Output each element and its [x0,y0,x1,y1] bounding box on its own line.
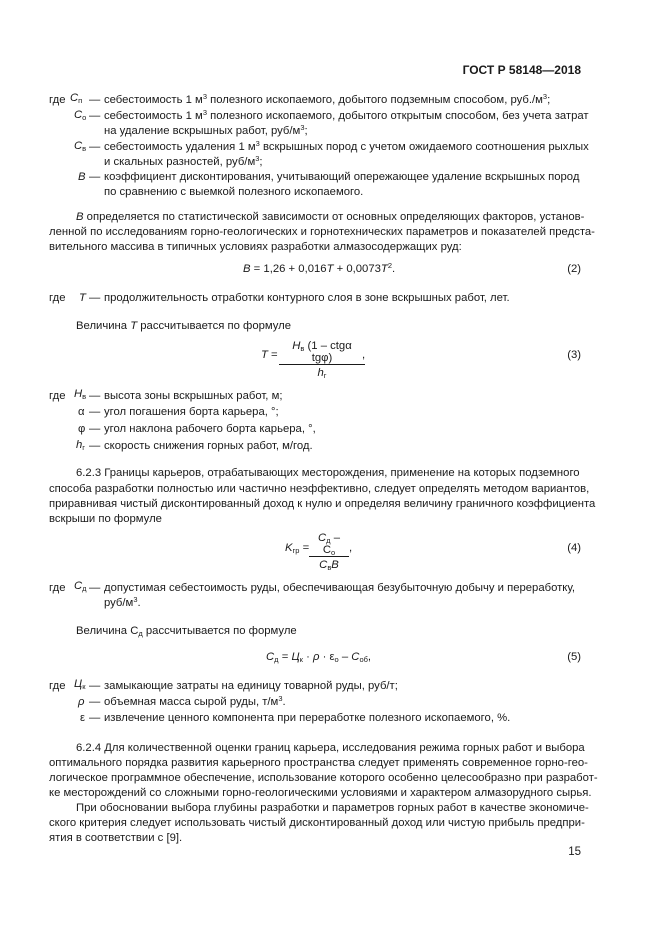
where-label: где [49,390,66,402]
equation-3-lhs: T = [261,349,278,361]
paragraph-624-line3: логическое программное обеспечение, использование которого особенно целесообразно при разработ- [49,772,598,784]
definition-h-v: высота зоны вскрышных работ, м; [104,390,283,402]
dash: — [89,582,101,594]
equation-number-2: (2) [567,263,581,275]
paragraph-b-line2: ленной по исследованиям горно-геологических и горнотехнических параметров и показателей предста- [49,226,595,238]
equation-5: $С_д = Ц_к \cdot \rho \cdot \varepsilon_о - С_{об}$, [266,651,372,664]
paragraph-623-line2: способа разработки полностью или частично неэффективно, следует определять методом вариантов, [49,483,590,495]
dash: — [89,680,101,692]
definition-b-line1: коэффициент дисконтирования, учитывающий опережающее удаление вскрышных пород [104,171,580,183]
equation-4-denominator: $С_вВ$ [319,559,339,572]
paragraph-b-line3: вительного массива в типичных условиях разработки алмазосодержащих руд: [49,241,462,253]
where-label: где [49,680,66,692]
symbol-b: В [78,171,86,183]
paragraph-623-line1: 6.2.3 Границы карьеров, отрабатывающих месторождения, применение на которых подземного [76,467,580,479]
where-label: где [49,94,66,106]
paragraph-624-line1: 6.2.4 Для количественной оценки границ карьера, исследования режима горных работ и выбора [76,742,585,754]
definition-c-d-line2: руб/$м^3$. [104,595,141,609]
symbol-c-v: $С_в$ [74,140,87,153]
equation-number-4: (4) [567,542,581,554]
equation-4-numerator: $С_д - С_о$ [309,532,349,557]
definition-rho: объемная масса сырой руды, $т/м^3$. [104,694,286,708]
equation-4-lhs: $K_{гр}$ = [285,542,310,555]
dash: — [89,423,101,435]
definition-h-g: скорость снижения горных работ, м/год. [104,440,313,452]
symbol-c-p: $С_п$ [70,92,83,105]
symbol-rho: ρ [78,696,85,708]
definition-c-o-line1: себестоимость 1 $м^3$ полезного ископаемого, добытого открытым способом, без учета затрат [104,108,589,122]
definition-c-v-line1: себестоимость удаления 1 $м^3$ вскрышных пород с учетом ожидаемого соотношения рыхлых [104,139,589,153]
dash: — [89,390,101,402]
definition-b-line2: по сравнению с выемкой полезного ископаемого. [104,186,364,198]
symbol-c-o: $С_о$ [74,109,87,122]
document-header-id: ГОСТ Р 58148—2018 [462,63,581,77]
paragraph-last-line2: ского критерия следует использовать чистый дисконтированный доход или чистую прибыль предпри- [49,817,585,829]
symbol-epsilon: ε [80,712,86,724]
symbol-phi: φ [78,423,86,435]
definition-c-d-line1: допустимая себестоимость руды, обеспечивающая безубыточную добычу и переработку, [104,582,576,594]
page-number: 15 [568,846,581,858]
paragraph-last-line3: ятия в соответствии с [9]. [49,832,183,844]
equation-3-tail: , [362,349,366,361]
equation-number-5: (5) [567,651,581,663]
dash: — [89,696,101,708]
definition-c-v-line2: и скальных разностей, руб/$м^3$; [104,154,263,168]
dash: — [89,94,101,106]
definition-t: продолжительность отработки контурного слоя в зоне вскрышных работ, лет. [104,292,510,304]
definition-phi: угол наклона рабочего борта карьера, °, [104,423,316,435]
paragraph-last-line1: При обосновании выбора глубины разработки и параметров горных работ в качестве экономиче- [76,802,589,814]
dash: — [89,440,101,452]
equation-3-fraction [279,340,365,379]
definition-alpha: угол погашения борта карьера, °; [104,406,279,418]
dash: — [89,292,101,304]
dash: — [89,110,101,122]
paragraph-624-line4: ке месторождений со сложными горно-геологическими условиями и характером алмазорудного сырья. [49,787,592,799]
symbol-alpha: α [78,406,85,418]
calc-cd-label: Величина $С_д$ рассчитывается по формуле [76,625,297,638]
symbol-h-v: $H_в$ [74,388,87,401]
calc-t-label: Величина Т рассчитывается по формуле [76,320,292,332]
definition-c-o-line2: на удаление вскрышных работ, руб/$м^3$; [104,123,308,137]
definition-ts-k: замыкающие затраты на единицу товарной руды, руб/т; [104,680,398,692]
dash: — [89,141,101,153]
symbol-h-g: $h_г$ [76,439,86,452]
equation-number-3: (3) [567,349,581,361]
symbol-t: Т [79,292,86,304]
equation-2: $B = 1,26 + 0,016T + 0,0073T^2$. [243,261,396,275]
dash: — [89,712,101,724]
equation-4-tail: , [349,542,353,554]
dash: — [89,406,101,418]
definition-epsilon: извлечение ценного компонента при переработке полезного ископаемого, %. [104,712,511,724]
paragraph-624-line2: оптимального порядка развития карьерного пространства следует применять современное горно-гео- [49,757,588,769]
definition-c-p: себестоимость 1 $м^3$ полезного ископаемого, добытого подземным способом, $руб./м^3$; [104,92,551,106]
symbol-c-d: $С_д$ [74,580,87,593]
paragraph-623-line3: приравнивая чистый дисконтированный доход к нулю и определяя величину граничного коэффициента [49,498,596,510]
where-label: где [49,582,66,594]
where-label: где [49,292,66,304]
dash: — [89,171,101,183]
symbol-ts-k: $Ц_к$ [74,678,86,691]
equation-3-denominator: $h_г$ [317,367,327,380]
paragraph-623-line4: вскрыши по формуле [49,513,162,525]
equation-3-numerator: $H_в$ (1 – ctgα tgφ) [279,340,365,365]
paragraph-b-line1: В определяется по статистической зависимости от основных определяющих факторов, установ- [76,211,585,223]
equation-4-fraction [309,532,349,571]
